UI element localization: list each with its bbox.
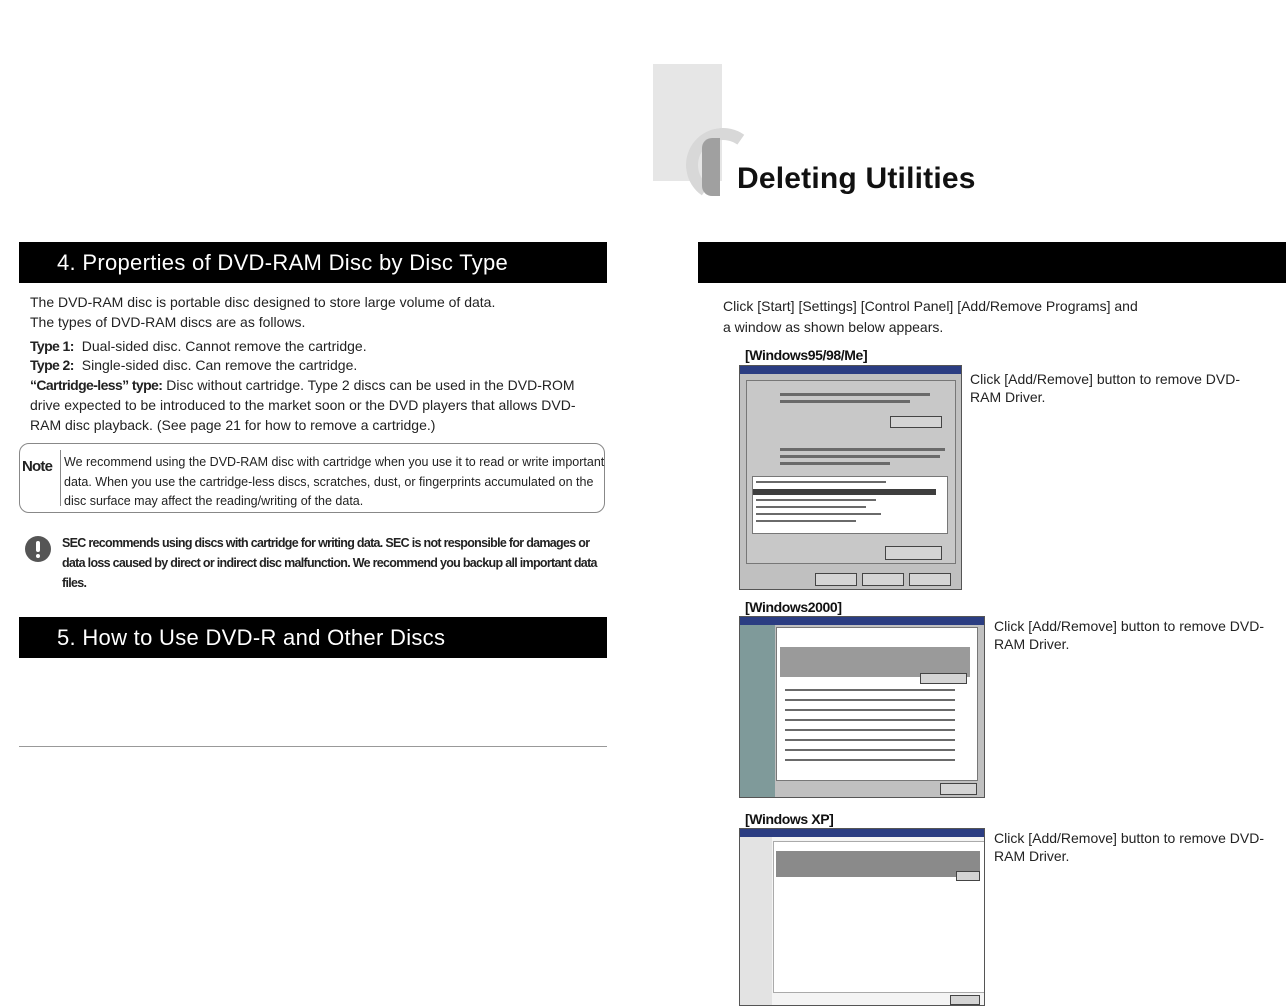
exclamation-icon [25, 536, 51, 562]
win2000-caption: Click [Add/Remove] button to remove DVD-RAM Driver. [994, 618, 1264, 652]
type-1-text: Dual-sided disc. Cannot remove the cartridge. [81, 338, 367, 354]
type-2-label: Type 2: [30, 357, 74, 373]
divider-rule [19, 746, 607, 747]
section-5-header [19, 617, 607, 658]
warning-text: SEC recommends using discs with cartridge for writing data. SEC is not responsible for damages or data loss caused by direct or indirect disc malfunction. We recommend you backup all important data files. [62, 536, 597, 590]
note-box [19, 443, 605, 513]
right-intro-line-2: a window as shown below appears. [723, 319, 944, 335]
intro-line-1: The DVD-RAM disc is portable disc designed to store large volume of data. [30, 294, 496, 310]
type-2-text: Single-sided disc. Can remove the cartridge. [81, 357, 358, 373]
right-section-header [698, 242, 1286, 283]
win2000-label: [Windows2000] [745, 599, 842, 615]
intro-line-2: The types of DVD-RAM discs are as follows. [30, 314, 306, 330]
win98-screenshot [739, 365, 962, 590]
right-intro [723, 296, 1263, 338]
right-intro-line-1: Click [Start] [Settings] [Control Panel] [Add/Remove Programs] and [723, 298, 1138, 314]
page-title: Deleting Utilities [737, 162, 976, 195]
type-1-row [30, 337, 605, 356]
note-divider [60, 450, 61, 506]
type-2-row [30, 356, 605, 375]
win98-titlebar [740, 366, 961, 374]
section-4-title: 4. Properties of DVD-RAM Disc by Disc Type [57, 250, 509, 275]
win2000-screenshot [739, 616, 985, 798]
winxp-titlebar [740, 829, 984, 837]
section-4-header [19, 242, 607, 283]
type-1-label: Type 1: [30, 338, 74, 354]
win98-caption: Click [Add/Remove] button to remove DVD-RAM Driver. [970, 371, 1240, 405]
note-label: Note [22, 458, 53, 475]
cartridgeless-text: Disc without cartridge. Type 2 discs can be used in the DVD-ROM drive expected to be introduced to the market soon or the DVD players that allows DVD-RAM disc playback. (See page 21 for how to remove a cartridge.) [30, 377, 576, 433]
chapter-arc-shadow [702, 138, 720, 196]
winxp-screenshot [739, 828, 985, 1006]
win98-label: [Windows95/98/Me] [745, 347, 868, 363]
cartridgeless-label: “Cartridge-less” type: [30, 377, 163, 393]
note-text: We recommend using the DVD-RAM disc with cartridge when you use it to read or write important data. When you use the cartridge-less discs, scratches, dust, or fingerprints accumulated on the disc surface may affect the reading/writing of the data. [64, 455, 605, 508]
win2000-titlebar [740, 617, 984, 625]
cartridgeless-row [30, 375, 605, 435]
winxp-label: [Windows XP] [745, 811, 834, 827]
winxp-caption: Click [Add/Remove] button to remove DVD-RAM Driver. [994, 830, 1264, 864]
section-5-title: 5. How to Use DVD-R and Other Discs [57, 625, 446, 650]
